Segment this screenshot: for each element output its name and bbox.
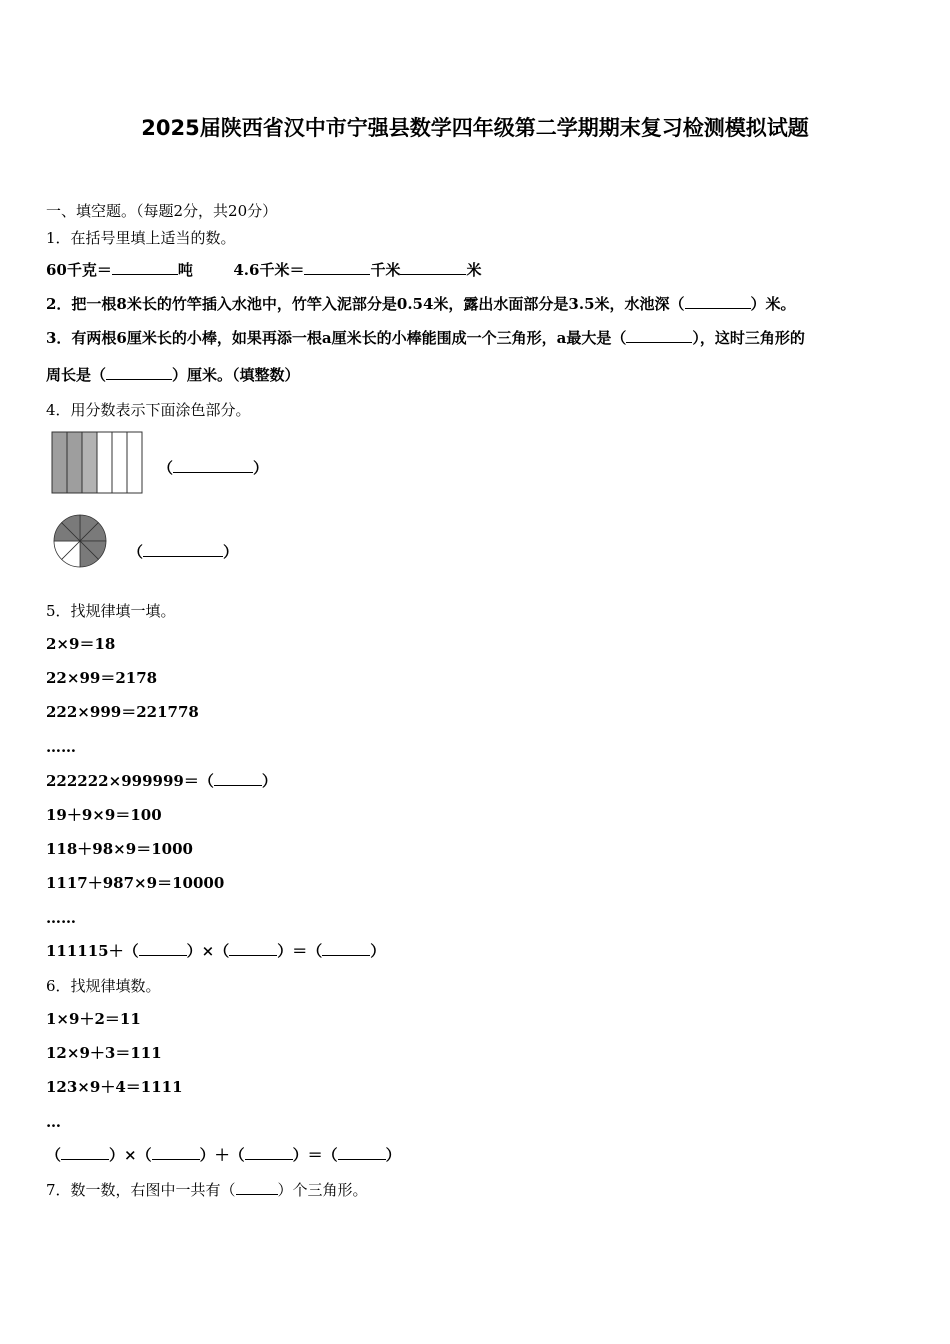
q2-tail: ）米。 (750, 295, 796, 313)
q6-line-1: 1×9＋2＝11 (46, 1010, 141, 1028)
q4-close-2: ） (223, 543, 239, 561)
q7-text: 7．数一数，右图中一共有（ (46, 1181, 236, 1199)
q6-e2: ）×（ (109, 1146, 152, 1164)
q5-blank-3[interactable] (229, 941, 277, 956)
q6-blank-2[interactable] (152, 1145, 200, 1160)
q5-line-3: 222×999＝221778 (46, 703, 199, 721)
q4-open-2: （ (128, 543, 144, 561)
q1-a-blank[interactable] (112, 260, 178, 275)
q5-l8-a: 111115＋（ (46, 942, 139, 960)
q3-mid1: ），这时三角形的 (692, 329, 805, 347)
q2-blank[interactable] (685, 294, 751, 309)
q5-l8-b: ）×（ (186, 942, 230, 960)
q1-a-label: 60千克＝ (46, 261, 112, 279)
shaded-circle-figure (53, 514, 107, 568)
q6-blank-1[interactable] (61, 1145, 109, 1160)
q3-text2: 周长是（ (46, 366, 107, 384)
question-3-line-2 (46, 365, 300, 385)
q5-blank-2[interactable] (139, 941, 187, 956)
q1-a-unit: 吨 (177, 261, 193, 279)
q5-blank-4[interactable] (322, 941, 370, 956)
q5-ellipsis-2: …… (46, 909, 76, 927)
q4-blank-2[interactable] (143, 542, 223, 557)
rect-strip-1 (52, 432, 67, 493)
q6-blank-4[interactable] (338, 1145, 386, 1160)
q6-line-3: 123×9＋4＝1111 (46, 1078, 183, 1096)
question-1-answers (46, 260, 482, 280)
q1-b-blank-1[interactable] (304, 260, 370, 275)
q1-b-label: 4.6千米＝ (233, 261, 305, 279)
q4-open-1: （ (158, 459, 174, 477)
q3-blank-2[interactable] (106, 365, 172, 380)
q5-blank-1[interactable] (214, 771, 262, 786)
question-5: 5．找规律填一填。 (46, 602, 176, 620)
q1-b-unit2: 米 (466, 261, 482, 279)
q6-e3: ）＋（ (199, 1146, 245, 1164)
question-3-line-1 (46, 328, 805, 348)
question-1: 1．在括号里填上适当的数。 (46, 229, 236, 247)
q7-blank[interactable] (236, 1180, 278, 1195)
q5-line-4-close: ） (261, 772, 277, 790)
rect-strip-6 (127, 432, 142, 493)
q5-line-8 (46, 941, 385, 961)
q5-l8-c: ）＝（ (277, 942, 323, 960)
q3-blank-1[interactable] (626, 328, 692, 343)
shaded-rectangle-figure (51, 431, 143, 494)
q5-line-2: 22×99＝2178 (46, 669, 158, 687)
rect-strip-4 (97, 432, 112, 493)
q1-b-blank-2[interactable] (400, 260, 466, 275)
q4-close-1: ） (253, 459, 269, 477)
q5-line-4 (46, 771, 277, 791)
q4-answer-2 (128, 542, 238, 562)
rect-strip-3 (82, 432, 97, 493)
q5-ellipsis-1: …… (46, 738, 76, 756)
q6-e4: ）＝（ (292, 1146, 338, 1164)
q6-e5: ） (385, 1146, 401, 1164)
q5-line-4-text: 222222×999999＝（ (46, 772, 214, 790)
q4-answer-1 (158, 458, 268, 478)
question-7 (46, 1180, 368, 1200)
q5-line-7: 1117＋987×9＝10000 (46, 874, 225, 892)
question-4: 4．用分数表示下面涂色部分。 (46, 401, 251, 419)
q1-b-unit1: 千米 (370, 261, 401, 279)
q5-line-6: 118＋98×9＝1000 (46, 840, 193, 858)
q5-line-5: 19＋9×9＝100 (46, 806, 162, 824)
q2-text: 2．把一根8米长的竹竿插入水池中，竹竿入泥部分是0.54米，露出水面部分是3.5米，水池深（ (46, 295, 685, 313)
q4-blank-1[interactable] (173, 458, 253, 473)
q6-line-2: 12×9＋3＝111 (46, 1044, 162, 1062)
q6-line-4 (46, 1145, 401, 1165)
rect-strip-5 (112, 432, 127, 493)
q7-tail: ）个三角形。 (277, 1181, 368, 1199)
q5-l8-d: ） (370, 942, 386, 960)
rect-strip-2 (67, 432, 82, 493)
question-2 (46, 294, 796, 314)
q6-ellipsis: … (46, 1113, 61, 1131)
q3-tail2: ）厘米。（填整数） (172, 366, 300, 384)
q6-blank-3[interactable] (245, 1145, 293, 1160)
question-6: 6．找规律填数。 (46, 977, 161, 995)
q3-text1: 3．有两根6厘米长的小棒，如果再添一根a厘米长的小棒能围成一个三角形，a最大是（ (46, 329, 627, 347)
page-title: 2025届陕西省汉中市宁强县数学四年级第二学期期末复习检测模拟试题 (141, 116, 809, 140)
section-heading: 一、填空题。（每题2分，共20分） (46, 202, 278, 220)
q6-e1: （ (46, 1146, 62, 1164)
q5-line-1: 2×9＝18 (46, 635, 116, 653)
